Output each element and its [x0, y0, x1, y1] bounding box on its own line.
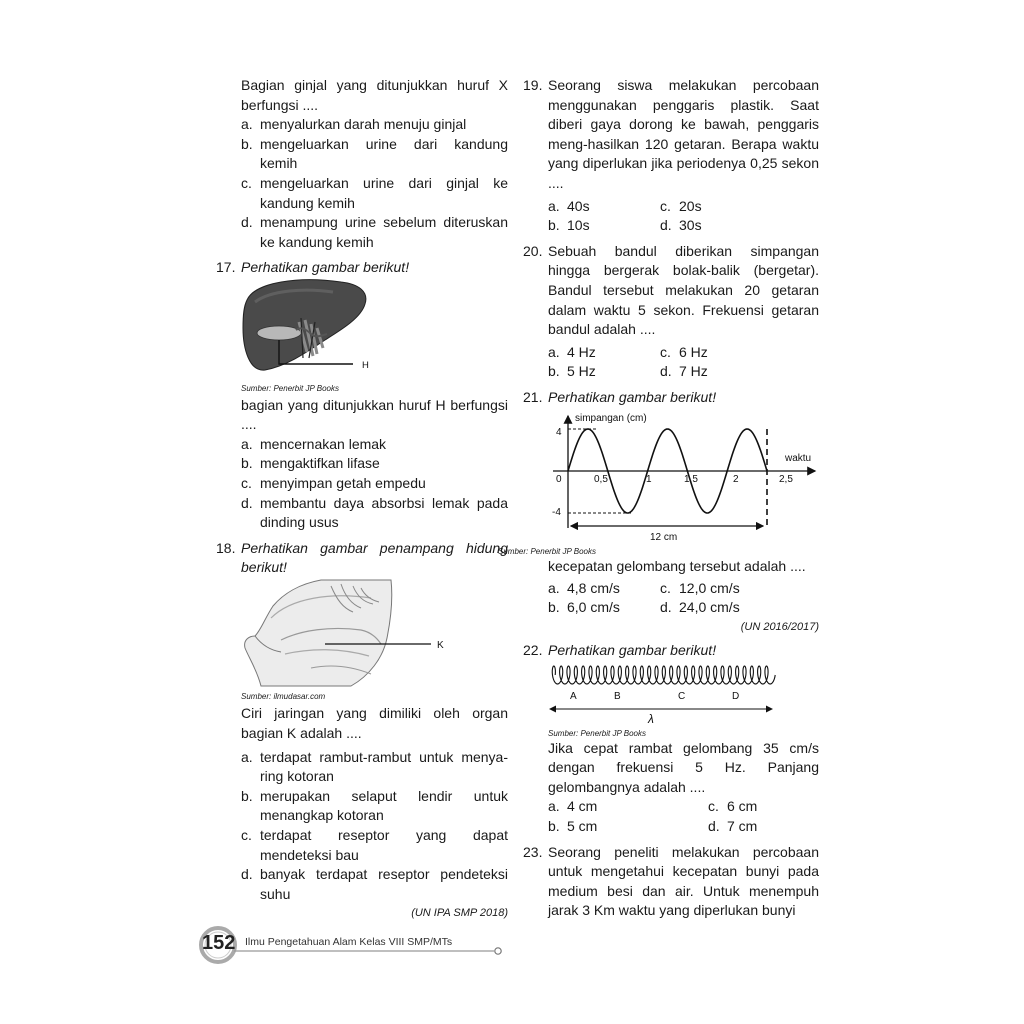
page-number: 152: [202, 932, 236, 954]
question-21: [523, 388, 819, 408]
right-column: [498, 76, 819, 921]
q20-stem: Sebuah bandul diberikan simpangan hingga bergerak bolak-balik (bergetar). Bandul tersebut melakukan 20 getaran dalam waktu 5 sekon. Frekuensi getaran bandul adalah ....: [548, 242, 819, 338]
q18-stem: Ciri jaringan yang dimiliki oleh organ bagian K adalah ....: [241, 705, 508, 742]
q21-number: 21.: [523, 388, 543, 405]
q18-figure: [216, 578, 508, 696]
q22-option-a: a. 4 cm: [548, 798, 598, 815]
q22-number: 22.: [523, 642, 543, 659]
q22-stem: Jika cepat rambat gelombang 35 cm/s dengan frekuensi 5 Hz. Panjang gelombangnya adalah ....: [548, 739, 819, 795]
q17-number: 17.: [216, 259, 236, 276]
q21-stem: kecepatan gelombang tersebut adalah ....: [548, 558, 806, 575]
question-16-continued: [216, 76, 508, 115]
q21-option-c: c. 12,0 cm/s: [660, 579, 740, 596]
q19-options: [523, 197, 819, 236]
q23-stem: Seorang peneliti melakukan percobaan untuk mengetahui kecepatan bunyi pada medium besi dan air. Untuk menempuh jarak 3 Km waktu yang diperlukan bunyi: [548, 843, 819, 919]
page-footer: [198, 920, 508, 970]
spring-label-b: B: [614, 691, 621, 703]
q16-options: [216, 115, 508, 252]
q22-figure: [523, 661, 819, 733]
q17-option-c: c. menyimpan getah empedu: [241, 474, 426, 491]
book-title: Ilmu Pengetahuan Alam Kelas VIII SMP/MTs: [245, 936, 453, 948]
q19-option-d: d. 30s: [660, 217, 702, 234]
q18-prompt: Perhatikan gambar penampang hidung berikut!: [241, 539, 508, 576]
question-18: [216, 539, 508, 578]
q19-number: 19.: [523, 77, 543, 93]
q21-reference: (UN 2016/2017): [740, 620, 819, 633]
x-tick-2-5: 2,5: [779, 473, 793, 485]
q19-option-b: b. 10s: [548, 217, 590, 234]
q20-options: [523, 343, 819, 382]
q17-options: [216, 435, 508, 533]
x-axis-label: waktu: [785, 452, 812, 464]
q21-option-a: a. 4,8 cm/s: [548, 579, 620, 596]
y-axis-label: simpangan (cm): [575, 412, 647, 424]
q17-stem: bagian yang ditunjukkan huruf H berfungsi ....: [241, 396, 508, 433]
q17-option-d: d. membantu daya absorbsi lemak pada dinding usus: [241, 494, 508, 531]
q21-figure: [523, 408, 819, 548]
q18-option-a: a. terdapat rambut-rambut untuk menya-ring kotoran: [241, 748, 508, 785]
spring-label-a: A: [570, 691, 577, 703]
lambda-symbol: λ: [648, 712, 654, 727]
q21-option-b: b. 6,0 cm/s: [548, 599, 620, 616]
nose-cross-section-illustration: [241, 578, 471, 690]
q20-option-a: a. 4 Hz: [548, 343, 596, 360]
q21-source: Sumber: Penerbit JP Books: [498, 547, 596, 557]
q18-option-c: c. terdapat reseptor yang dapat mendeteksi bau: [241, 827, 508, 863]
spring-illustration: [548, 661, 778, 727]
q20-option-c: c. 6 Hz: [660, 343, 708, 360]
q22-source: Sumber: Penerbit JP Books: [548, 728, 646, 738]
q16-stem: Bagian ginjal yang ditunjukkan huruf X berfungsi ....: [241, 77, 508, 113]
question-19: [523, 76, 819, 194]
q19-option-c: c. 20s: [660, 197, 702, 214]
q21-options: [523, 579, 819, 618]
q22-option-b: b. 5 cm: [548, 818, 598, 835]
q18-option-b: b. merupakan selaput lendir untuk menangkap kotoran: [241, 787, 508, 824]
q17-prompt: Perhatikan gambar berikut!: [241, 259, 410, 276]
q18-reference: (UN IPA SMP 2018): [411, 907, 508, 920]
q18-number: 18.: [216, 539, 236, 556]
q17-source: Sumber: Penerbit JP Books: [241, 383, 339, 393]
q17-option-a: a. mencernakan lemak: [241, 435, 387, 452]
q18-option-d: d. banyak terdapat reseptor pendeteksi suhu: [241, 866, 508, 902]
q17-label-h: H: [362, 359, 369, 371]
q18-stem-wrap: [216, 704, 508, 743]
q22-option-d: d. 7 cm: [708, 818, 758, 835]
question-17: [216, 258, 508, 278]
q16-option-a: a. menyalurkan darah menuju ginjal: [241, 116, 467, 133]
question-22: [523, 641, 819, 661]
y-tick-0: 0: [556, 473, 562, 485]
q17-figure: [216, 278, 508, 388]
y-tick-neg4: -4: [552, 506, 561, 518]
x-tick-1: 1: [646, 473, 652, 485]
q19-option-a: a. 40s: [548, 197, 590, 214]
q21-option-d: d. 24,0 cm/s: [660, 599, 740, 616]
q20-option-b: b. 5 Hz: [548, 363, 596, 380]
q18-source: Sumber: ilmudasar.com: [241, 692, 326, 702]
q22-stem-wrap: [523, 739, 819, 798]
wave-graph: [523, 408, 819, 542]
q17-stem-wrap: [216, 396, 508, 435]
q22-prompt: Perhatikan gambar berikut!: [548, 642, 717, 659]
q22-options: [523, 797, 819, 836]
q21-prompt: Perhatikan gambar berikut!: [548, 388, 717, 405]
q16-option-d: d. menampung urine sebelum diteruskan ke kandung kemih: [241, 214, 508, 250]
question-23: [523, 843, 819, 921]
q19-stem: Seorang siswa melakukan percobaan menggunakan penggaris plastik. Saat diberi gaya dorong ke bawah, penggaris meng-hasilkan 120 getaran. Berapa waktu yang diperlukan jika periodenya 0,25 sekon ....: [548, 77, 819, 191]
q23-number: 23.: [523, 843, 543, 860]
spring-label-c: C: [678, 691, 686, 703]
length-label: 12 cm: [650, 531, 678, 542]
spring-coil: [552, 666, 775, 684]
x-tick-0-5: 0,5: [594, 473, 608, 485]
y-tick-4: 4: [556, 426, 562, 438]
left-column: [216, 76, 508, 924]
x-tick-1-5: 1,5: [684, 473, 698, 485]
question-20: [523, 242, 819, 340]
q17-option-b: b. mengaktifkan lifase: [241, 455, 380, 472]
q16-option-c: c. mengeluarkan urine dari ginjal ke kandung kemih: [241, 174, 508, 211]
x-tick-2: 2: [733, 473, 739, 485]
q21-stem-wrap: [523, 557, 819, 577]
q20-option-d: d. 7 Hz: [660, 363, 708, 380]
q22-option-c: c. 6 cm: [708, 798, 758, 815]
q20-number: 20.: [523, 242, 543, 259]
q18-label-k: K: [437, 639, 444, 651]
q18-options: [216, 748, 508, 905]
spring-label-d: D: [732, 691, 740, 703]
liver-illustration: [241, 278, 391, 382]
q16-option-b: b. mengeluarkan urine dari kandung kemih: [241, 135, 508, 172]
